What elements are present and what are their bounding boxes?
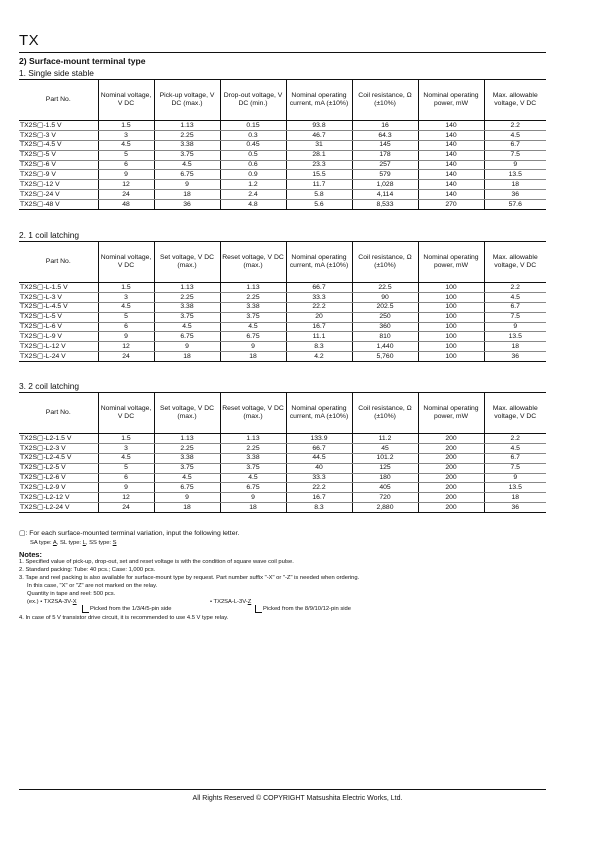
table-cell: 100 — [418, 342, 484, 352]
table-cell: 200 — [418, 463, 484, 473]
table-row — [19, 342, 546, 352]
top-rule — [19, 52, 546, 53]
table-cell: 13.5 — [484, 332, 546, 342]
table-cell: 1,028 — [352, 180, 418, 190]
table-cell: 1.2 — [220, 180, 286, 190]
table-cell: 100 — [418, 352, 484, 362]
part-number-cell: TX2S▢-24 V — [19, 190, 98, 200]
table-cell: 5.8 — [286, 190, 352, 200]
table-row — [19, 493, 546, 503]
table-row — [19, 443, 546, 453]
pointer-arrow-icon — [255, 605, 262, 613]
table-cell: 5 — [98, 463, 154, 473]
table-cell: 40 — [286, 463, 352, 473]
example-pin-side-1: Picked from the 1/3/4/5-pin side — [90, 606, 172, 612]
table-cell: 2.2 — [484, 283, 546, 293]
table-cell: 4.5 — [220, 322, 286, 332]
column-header: Coil resistance, Ω (±10%) — [352, 80, 418, 121]
table-cell: 3.38 — [154, 140, 220, 150]
table-cell: 0.3 — [220, 130, 286, 140]
table-cell: 44.5 — [286, 453, 352, 463]
table-cell: 12 — [98, 493, 154, 503]
table-cell: 15.5 — [286, 170, 352, 180]
table-row — [19, 322, 546, 332]
table-cell: 9 — [154, 493, 220, 503]
table-cell: 64.3 — [352, 130, 418, 140]
part-number-cell: TX2S▢-3 V — [19, 130, 98, 140]
type-label: SA type: — [30, 540, 53, 546]
table-cell: 5 — [98, 312, 154, 322]
table-cell: 2.4 — [220, 190, 286, 200]
table-header-row — [19, 242, 546, 283]
table-cell: 2.2 — [484, 121, 546, 131]
table-cell: 405 — [352, 483, 418, 493]
table-cell: 200 — [418, 443, 484, 453]
table-cell: 16 — [352, 121, 418, 131]
table-cell: 18 — [154, 503, 220, 513]
example-part-number-1 — [27, 599, 77, 606]
table-cell: 6.75 — [220, 332, 286, 342]
column-header: Nominal operating current, mA (±10%) — [286, 242, 352, 283]
table-row — [19, 434, 546, 444]
table-cell: 4.5 — [154, 160, 220, 170]
table-cell: 2.25 — [154, 130, 220, 140]
table-cell: 90 — [352, 292, 418, 302]
table-cell: 1.5 — [98, 121, 154, 131]
table-cell: 1.13 — [154, 434, 220, 444]
example-suffix: Z — [247, 599, 252, 605]
table-cell: 11.1 — [286, 332, 352, 342]
column-header: Nominal operating power, mW — [418, 393, 484, 434]
table-cell: 13.5 — [484, 170, 546, 180]
column-header: Coil resistance, Ω (±10%) — [352, 242, 418, 283]
note-line: 2. Standard packing: Tube: 40 pcs.; Case: 1,000 pcs. — [19, 567, 156, 573]
table-cell: 2.25 — [220, 292, 286, 302]
table-cell: 200 — [418, 434, 484, 444]
table-cell: 18 — [154, 352, 220, 362]
table-cell: 125 — [352, 463, 418, 473]
column-header: Nominal voltage, V DC — [98, 393, 154, 434]
table-row — [19, 121, 546, 131]
part-number-cell: TX2S▢-4.5 V — [19, 140, 98, 150]
table-cell: 4.5 — [484, 443, 546, 453]
table-cell: 145 — [352, 140, 418, 150]
table-cell: 4.5 — [154, 322, 220, 332]
part-number-cell: TX2S▢-L2-1.5 V — [19, 434, 98, 444]
table-cell: 1.13 — [154, 283, 220, 293]
column-header: Part No. — [19, 242, 98, 283]
column-header: Set voltage, V DC (max.) — [154, 393, 220, 434]
part-number-cell: TX2S▢-L2-24 V — [19, 503, 98, 513]
table-cell: 57.6 — [484, 200, 546, 210]
column-header: Set voltage, V DC (max.) — [154, 242, 220, 283]
table-cell: 6.7 — [484, 453, 546, 463]
table-row — [19, 352, 546, 362]
table-cell: 4.5 — [154, 473, 220, 483]
table-row — [19, 170, 546, 180]
table-cell: 2,880 — [352, 503, 418, 513]
table-cell: 810 — [352, 332, 418, 342]
table-cell: 18 — [484, 493, 546, 503]
table-cell: 22.2 — [286, 483, 352, 493]
column-header: Max. allowable voltage, V DC — [484, 393, 546, 434]
table-cell: 6.7 — [484, 140, 546, 150]
table-cell: 9 — [98, 170, 154, 180]
table-row — [19, 473, 546, 483]
table-cell: 1.13 — [154, 121, 220, 131]
table-cell: 36 — [484, 190, 546, 200]
table-cell: 3.38 — [154, 453, 220, 463]
table-row — [19, 130, 546, 140]
column-header: Max. allowable voltage, V DC — [484, 242, 546, 283]
table-row — [19, 302, 546, 312]
table-cell: 200 — [418, 483, 484, 493]
part-number-cell: TX2S▢-L2-6 V — [19, 473, 98, 483]
table-row — [19, 332, 546, 342]
table-cell: 4.5 — [220, 473, 286, 483]
table-cell: 2.25 — [154, 443, 220, 453]
table-cell: 180 — [352, 473, 418, 483]
table-cell: 1.13 — [220, 434, 286, 444]
table-row — [19, 140, 546, 150]
table-cell: 66.7 — [286, 283, 352, 293]
table-cell: 33.3 — [286, 473, 352, 483]
table-cell: 12 — [98, 342, 154, 352]
notes-heading: Notes: — [19, 550, 42, 559]
part-number-cell: TX2S▢-L-24 V — [19, 352, 98, 362]
type-letter-list — [30, 540, 117, 547]
table-cell: 720 — [352, 493, 418, 503]
table-cell: 3.75 — [220, 463, 286, 473]
part-number-cell: TX2S▢-L2-5 V — [19, 463, 98, 473]
table-cell: 31 — [286, 140, 352, 150]
table-cell: 3.38 — [154, 302, 220, 312]
column-header: Coil resistance, Ω (±10%) — [352, 393, 418, 434]
table-cell: 8.3 — [286, 342, 352, 352]
table-cell: 6.75 — [154, 170, 220, 180]
table-cell: 4.5 — [98, 453, 154, 463]
table-cell: 257 — [352, 160, 418, 170]
table-cell: 2.25 — [220, 443, 286, 453]
table-cell: 24 — [98, 352, 154, 362]
table-cell: 200 — [418, 473, 484, 483]
bottom-rule — [19, 789, 546, 790]
table-cell: 6.75 — [220, 483, 286, 493]
table-cell: 178 — [352, 150, 418, 160]
table-cell: 579 — [352, 170, 418, 180]
column-header: Part No. — [19, 80, 98, 121]
table-cell: 13.5 — [484, 483, 546, 493]
column-header: Reset voltage, V DC (max.) — [220, 393, 286, 434]
table-cell: 18 — [484, 180, 546, 190]
table-cell: 100 — [418, 322, 484, 332]
note-line: 1. Specified value of pick-up, drop-out, set and reset voltage is with the condition of square wave coil pulse. — [19, 559, 294, 565]
table-cell: 4.5 — [98, 140, 154, 150]
table-cell: 3.75 — [154, 150, 220, 160]
table-row — [19, 483, 546, 493]
table-cell: 6.75 — [154, 483, 220, 493]
table-cell: 3.75 — [220, 312, 286, 322]
table-cell: 12 — [98, 180, 154, 190]
table-cell: 11.2 — [352, 434, 418, 444]
table-cell: 23.3 — [286, 160, 352, 170]
table-cell: 9 — [154, 342, 220, 352]
table-cell: 9 — [484, 160, 546, 170]
table-cell: 1.13 — [220, 283, 286, 293]
part-number-cell: TX2S▢-L2-4.5 V — [19, 453, 98, 463]
example-suffix: X — [72, 599, 77, 605]
column-header: Reset voltage, V DC (max.) — [220, 242, 286, 283]
table-cell: 46.7 — [286, 130, 352, 140]
page-title: TX — [19, 32, 40, 49]
table-cell: 140 — [418, 180, 484, 190]
two-coil-latching-table — [19, 392, 546, 513]
table-row — [19, 292, 546, 302]
table-cell: 270 — [418, 200, 484, 210]
table-cell: 4.2 — [286, 352, 352, 362]
column-header: Nominal voltage, V DC — [98, 80, 154, 121]
table-cell: 16.7 — [286, 322, 352, 332]
table-cell: 5 — [98, 150, 154, 160]
table-cell: 2.2 — [484, 434, 546, 444]
table-cell: 200 — [418, 453, 484, 463]
table-row — [19, 160, 546, 170]
table-cell: 140 — [418, 170, 484, 180]
two-coil-latching-heading: 3. 2 coil latching — [19, 381, 80, 391]
table-cell: 140 — [418, 190, 484, 200]
single-side-stable-table — [19, 79, 546, 210]
table-cell: 22.2 — [286, 302, 352, 312]
type-letter: A — [52, 540, 57, 546]
note-line: 3. Tape and reel packing is also available for surface-mount type by request. Part number suffix "-X" or "-Z" is needed when ordering. — [19, 575, 360, 581]
column-header: Nominal operating current, mA (±10%) — [286, 393, 352, 434]
variation-footnote: ▢: For each surface-mounted terminal variation, input the following letter. — [19, 530, 240, 537]
table-cell: 1.5 — [98, 434, 154, 444]
example-prefix: (ex.) • TX2SA-3V- — [27, 599, 73, 605]
table-cell: 5.6 — [286, 200, 352, 210]
table-cell: 3.38 — [220, 302, 286, 312]
note-line: 4. In case of 5 V transistor drive circuit, it is recommended to use 4.5 V type relay. — [19, 615, 229, 621]
table-cell: 101.2 — [352, 453, 418, 463]
table-cell: 3 — [98, 443, 154, 453]
example-part-number-2 — [210, 599, 251, 606]
table-cell: 0.15 — [220, 121, 286, 131]
table-cell: 200 — [418, 493, 484, 503]
table-row — [19, 180, 546, 190]
table-cell: 4,114 — [352, 190, 418, 200]
copyright-footer: All Rights Reserved © COPYRIGHT Matsushita Electric Works, Ltd. — [192, 795, 403, 802]
table-cell: 28.1 — [286, 150, 352, 160]
section-heading: 2) Surface-mount terminal type — [19, 56, 146, 66]
table-cell: 45 — [352, 443, 418, 453]
table-cell: 133.9 — [286, 434, 352, 444]
part-number-cell: TX2S▢-48 V — [19, 200, 98, 210]
table-cell: 36 — [484, 503, 546, 513]
table-cell: 8,533 — [352, 200, 418, 210]
table-cell: 24 — [98, 503, 154, 513]
type-letter: S — [112, 540, 117, 546]
table-cell: 250 — [352, 312, 418, 322]
table-cell: 7.5 — [484, 463, 546, 473]
table-cell: 4.5 — [98, 302, 154, 312]
part-number-cell: TX2S▢-L2-3 V — [19, 443, 98, 453]
table-cell: 9 — [98, 483, 154, 493]
table-cell: 4.8 — [220, 200, 286, 210]
table-cell: 200 — [418, 503, 484, 513]
part-number-cell: TX2S▢-1.5 V — [19, 121, 98, 131]
table-cell: 6 — [98, 160, 154, 170]
table-cell: 11.7 — [286, 180, 352, 190]
pointer-arrow-icon — [82, 605, 89, 613]
table-cell: 18 — [484, 342, 546, 352]
table-cell: 5,760 — [352, 352, 418, 362]
table-cell: 18 — [154, 190, 220, 200]
one-coil-latching-table — [19, 241, 546, 362]
table-cell: 1.5 — [98, 283, 154, 293]
part-number-cell: TX2S▢-12 V — [19, 180, 98, 190]
type-letter: L — [82, 540, 86, 546]
note-line: Quantity in tape and reel: 500 pcs. — [27, 591, 116, 597]
table-cell: 24 — [98, 190, 154, 200]
table-cell: 3.75 — [154, 463, 220, 473]
part-number-cell: TX2S▢-5 V — [19, 150, 98, 160]
table-cell: 140 — [418, 140, 484, 150]
table-cell: 140 — [418, 130, 484, 140]
table-cell: 9 — [220, 342, 286, 352]
table-cell: 0.6 — [220, 160, 286, 170]
table-cell: 9 — [484, 473, 546, 483]
table-cell: 100 — [418, 302, 484, 312]
single-side-stable-heading: 1. Single side stable — [19, 68, 94, 78]
table-cell: 3 — [98, 130, 154, 140]
table-row — [19, 283, 546, 293]
column-header: Drop-out voltage, V DC (min.) — [220, 80, 286, 121]
table-cell: 360 — [352, 322, 418, 332]
type-label: , SL type: — [56, 540, 83, 546]
table-header-row — [19, 80, 546, 121]
part-number-cell: TX2S▢-L-5 V — [19, 312, 98, 322]
column-header: Nominal operating current, mA (±10%) — [286, 80, 352, 121]
column-header: Max. allowable voltage, V DC — [484, 80, 546, 121]
table-cell: 140 — [418, 121, 484, 131]
table-cell: 3.75 — [154, 312, 220, 322]
table-cell: 9 — [154, 180, 220, 190]
table-cell: 9 — [220, 493, 286, 503]
part-number-cell: TX2S▢-L-4.5 V — [19, 302, 98, 312]
part-number-cell: TX2S▢-L-6 V — [19, 322, 98, 332]
table-cell: 0.45 — [220, 140, 286, 150]
table-cell: 8.3 — [286, 503, 352, 513]
table-row — [19, 312, 546, 322]
table-header-row — [19, 393, 546, 434]
part-number-cell: TX2S▢-L2-12 V — [19, 493, 98, 503]
table-cell: 0.5 — [220, 150, 286, 160]
table-cell: 100 — [418, 312, 484, 322]
column-header: Nominal voltage, V DC — [98, 242, 154, 283]
table-row — [19, 190, 546, 200]
type-label: , SS type: — [85, 540, 113, 546]
table-cell: 22.5 — [352, 283, 418, 293]
table-row — [19, 463, 546, 473]
table-cell: 9 — [484, 322, 546, 332]
part-number-cell: TX2S▢-6 V — [19, 160, 98, 170]
part-number-cell: TX2S▢-L-1.5 V — [19, 283, 98, 293]
table-cell: 18 — [220, 503, 286, 513]
table-cell: 36 — [154, 200, 220, 210]
note-line: In this case, "X" or "Z" are not marked on the relay. — [27, 583, 158, 589]
table-cell: 100 — [418, 283, 484, 293]
table-row — [19, 150, 546, 160]
table-cell: 0.9 — [220, 170, 286, 180]
table-cell: 93.8 — [286, 121, 352, 131]
table-cell: 202.5 — [352, 302, 418, 312]
table-cell: 66.7 — [286, 443, 352, 453]
table-cell: 2.25 — [154, 292, 220, 302]
column-header: Nominal operating power, mW — [418, 80, 484, 121]
table-cell: 7.5 — [484, 312, 546, 322]
table-cell: 6.7 — [484, 302, 546, 312]
one-coil-latching-heading: 2. 1 coil latching — [19, 230, 80, 240]
table-cell: 18 — [220, 352, 286, 362]
table-cell: 100 — [418, 332, 484, 342]
table-cell: 7.5 — [484, 150, 546, 160]
part-number-cell: TX2S▢-L2-9 V — [19, 483, 98, 493]
table-cell: 3.38 — [220, 453, 286, 463]
table-cell: 140 — [418, 150, 484, 160]
part-number-cell: TX2S▢-L-3 V — [19, 292, 98, 302]
table-row — [19, 200, 546, 210]
table-row — [19, 503, 546, 513]
table-cell: 100 — [418, 292, 484, 302]
table-cell: 9 — [98, 332, 154, 342]
example-pin-side-2: Picked from the 8/9/10/12-pin side — [263, 606, 351, 612]
column-header: Pick-up voltage, V DC (max.) — [154, 80, 220, 121]
table-cell: 6 — [98, 322, 154, 332]
part-number-cell: TX2S▢-9 V — [19, 170, 98, 180]
table-cell: 16.7 — [286, 493, 352, 503]
table-cell: 20 — [286, 312, 352, 322]
table-cell: 48 — [98, 200, 154, 210]
table-cell: 140 — [418, 160, 484, 170]
column-header: Part No. — [19, 393, 98, 434]
example-prefix: • TX2SA-L-3V- — [210, 599, 248, 605]
part-number-cell: TX2S▢-L-12 V — [19, 342, 98, 352]
table-cell: 1,440 — [352, 342, 418, 352]
table-cell: 3 — [98, 292, 154, 302]
table-row — [19, 453, 546, 463]
table-cell: 33.3 — [286, 292, 352, 302]
table-cell: 4.5 — [484, 292, 546, 302]
part-number-cell: TX2S▢-L-9 V — [19, 332, 98, 342]
table-cell: 6.75 — [154, 332, 220, 342]
column-header: Nominal operating power, mW — [418, 242, 484, 283]
table-cell: 4.5 — [484, 130, 546, 140]
table-cell: 6 — [98, 473, 154, 483]
table-cell: 36 — [484, 352, 546, 362]
